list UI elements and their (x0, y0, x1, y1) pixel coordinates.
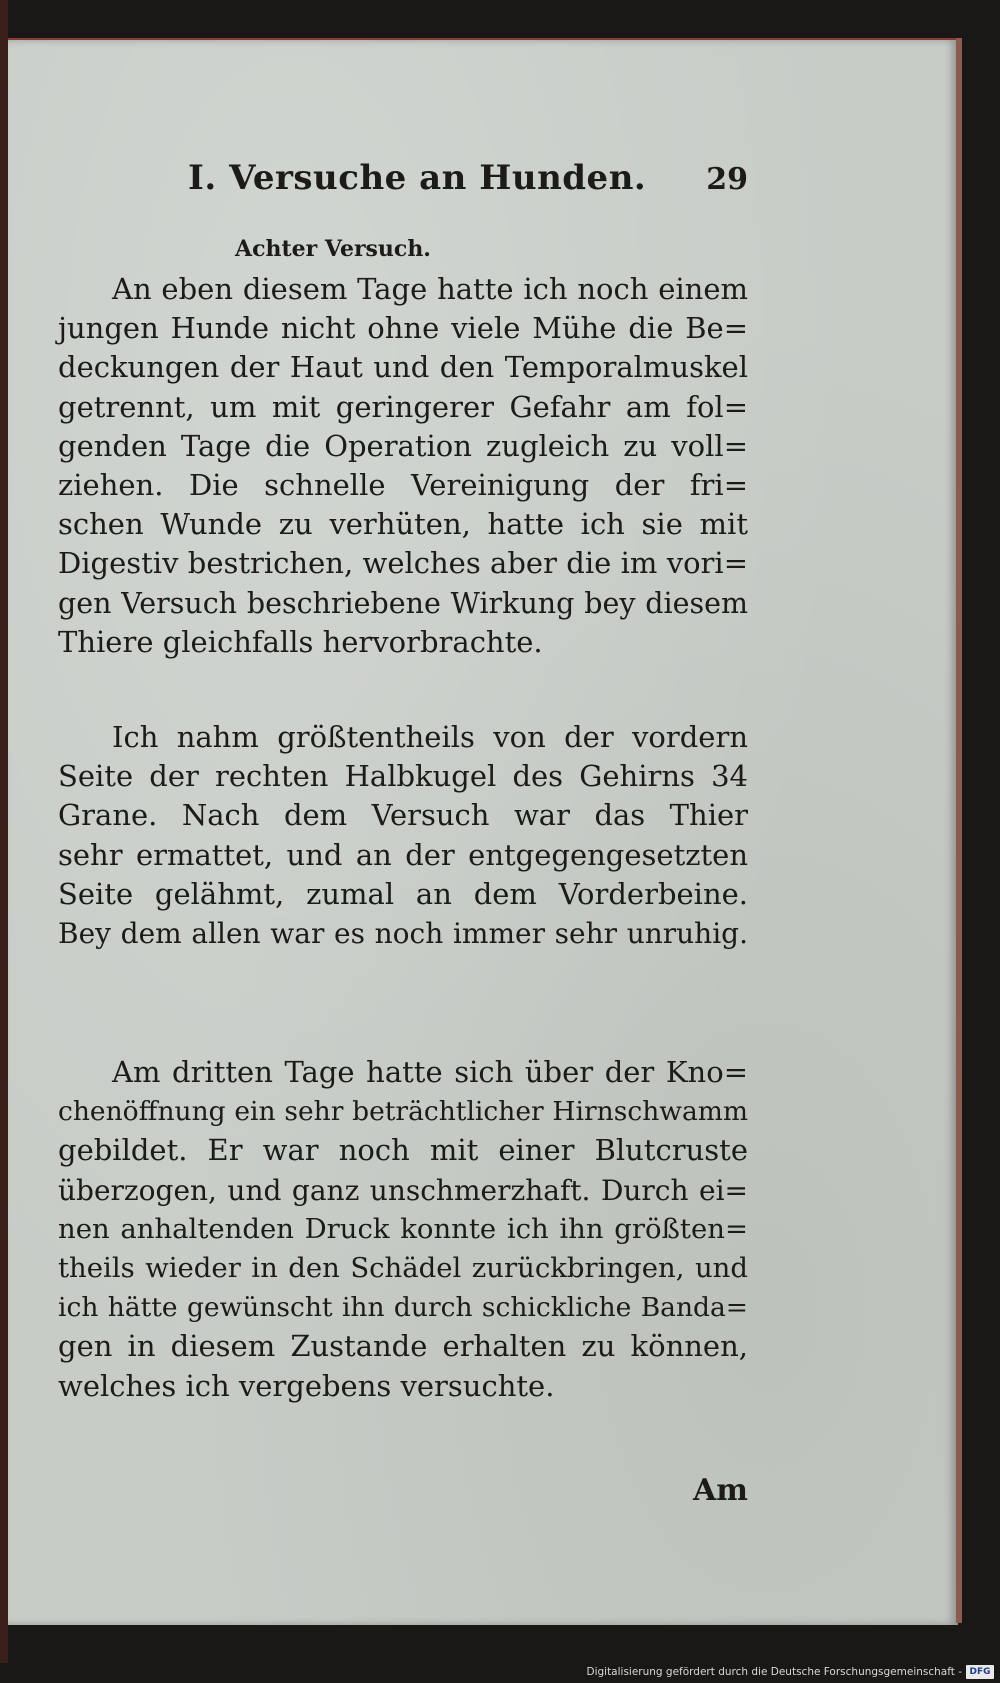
page-number: 29 (706, 162, 748, 197)
text-line: schen Wunde zu verhüten, hatte ich sie mit (58, 507, 748, 542)
text-line: theils wieder in den Schädel zurückbringen, und (58, 1252, 748, 1285)
paragraph-2 (58, 718, 748, 953)
text-line: Seite gelähmt, zumal an dem Vorderbeine. (58, 876, 748, 911)
paragraph-3 (58, 1053, 748, 1406)
text-line: ziehen. Die schnelle Vereinigung der fri= (58, 468, 748, 503)
text-line: chenöffnung ein sehr beträchtlicher Hirnschwamm (58, 1096, 748, 1128)
text-line: jungen Hunde nicht ohne viele Mühe die Be= (58, 311, 748, 346)
page-edge (956, 38, 962, 1623)
text-line: Grane. Nach dem Versuch war das Thier (58, 798, 748, 833)
text-block (58, 118, 748, 1508)
book-page (8, 38, 958, 1625)
text-line: ich hätte gewünscht ihn durch schickliche Banda= (58, 1292, 748, 1324)
text-line: Ich nahm größtentheils von der vordern (112, 720, 748, 754)
text-line: gen in diesem Zustande erhalten zu können, (58, 1329, 748, 1364)
text-line: sehr ermattet, und an der entgegengesetzten (58, 837, 748, 872)
text-line: Bey dem allen war es noch immer sehr unruhig. (58, 917, 748, 951)
text-line: Seite der rechten Halbkugel des Gehirns 34 (58, 759, 748, 794)
text-line: getrennt, um mit geringerer Gefahr am fol= (58, 389, 748, 424)
text-line: An eben diesem Tage hatte ich noch einem (112, 272, 748, 306)
catchword: Am (692, 1473, 748, 1508)
section-title: Achter Versuch. (235, 236, 431, 262)
text-line: gebildet. Er war noch mit einer Blutcruste (58, 1133, 748, 1168)
dfg-logo: DFG (966, 1665, 994, 1679)
funding-credit: Digitalisierung gefördert durch die Deutsche Forschungsgemeinschaft - (586, 1666, 962, 1678)
text-line: Digestiv bestrichen, welches aber die im vori= (58, 546, 748, 581)
paragraph-1 (58, 270, 748, 662)
text-line: deckungen der Haut und den Temporalmuskel (58, 350, 748, 385)
text-line: Thiere gleichfalls hervorbrachte. (58, 624, 543, 659)
text-line: Am dritten Tage hatte sich über der Kno= (112, 1055, 748, 1089)
text-line: überzogen, und ganz unschmerzhaft. Durch ei= (58, 1173, 748, 1207)
running-head (58, 118, 748, 198)
text-line: welches ich vergebens versuchte. (58, 1368, 555, 1403)
text-line: gen Versuch beschriebene Wirkung bey diesem (58, 586, 748, 620)
text-line: genden Tage die Operation zugleich zu voll= (58, 428, 748, 463)
text-line: nen anhaltenden Druck konnte ich ihn größten= (58, 1212, 748, 1245)
running-head-title: I. Versuche an Hunden. (188, 158, 647, 198)
